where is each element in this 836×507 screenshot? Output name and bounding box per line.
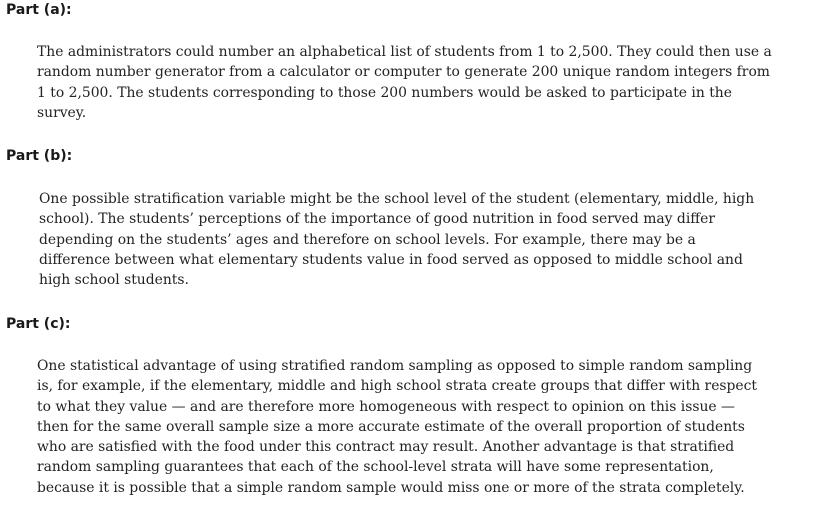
part-a-heading: Part (a): xyxy=(6,2,72,18)
part-c-line-5: who are satisfied with the food under this contract may result. Another advantage is that stratified xyxy=(37,439,735,456)
part-c-line-3: to what they value — and are therefore more homogeneous with respect to opinion on this issue — xyxy=(37,398,735,415)
part-c-line-6: random sampling guarantees that each of the school-level strata will have some representation, xyxy=(37,459,714,476)
part-b-paragraph xyxy=(39,189,754,290)
part-b-line-4: difference between what elementary students value in food served as opposed to middle school and xyxy=(39,251,743,268)
part-c-line-2: is, for example, if the elementary, middle and high school strata create groups that differ with respect xyxy=(37,378,758,395)
part-a-line-1: The administrators could number an alphabetical list of students from 1 to 2,500. They could then use a xyxy=(37,44,772,60)
part-a-line-2: random number generator from a calculator or computer to generate 200 unique random integers from xyxy=(37,64,770,81)
part-a-line-3: 1 to 2,500. The students corresponding to those 200 numbers would be asked to participate in the xyxy=(37,84,732,101)
part-a-line-4: survey. xyxy=(37,104,87,121)
part-c-paragraph xyxy=(37,356,757,498)
part-c-line-7: because it is possible that a simple random sample would miss one or more of the strata completely. xyxy=(37,479,745,496)
part-c-line-1: One statistical advantage of using stratified random sampling as opposed to simple random sampling xyxy=(37,358,753,374)
part-c-line-4: then for the same overall sample size a more accurate estimate of the overall proportion of students xyxy=(37,418,745,435)
part-b-line-1: One possible stratification variable might be the school level of the student (elementary, middle, high xyxy=(39,191,755,207)
part-b-heading: Part (b): xyxy=(6,148,73,164)
part-a-paragraph xyxy=(37,42,772,123)
part-b-line-3: depending on the students’ ages and therefore on school levels. For example, there may be a xyxy=(39,231,696,248)
part-b-line-2: school). The students’ perceptions of the importance of good nutrition in food served may differ xyxy=(39,211,715,228)
part-b-line-5: high school students. xyxy=(39,272,189,289)
part-c-heading: Part (c): xyxy=(6,316,71,332)
